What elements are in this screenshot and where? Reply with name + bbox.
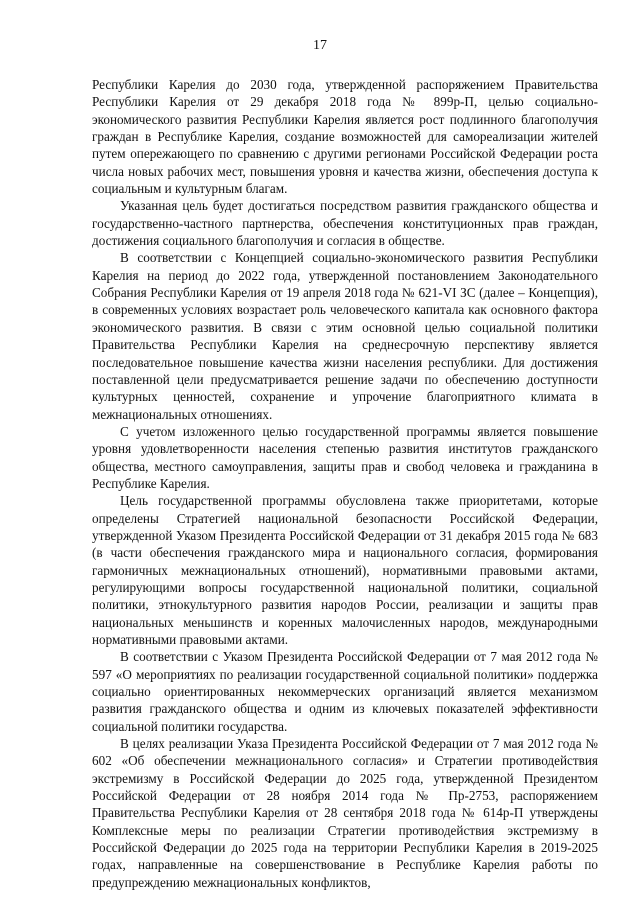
- paragraph-1: Республики Карелия до 2030 года, утвержденной распоряжением Правительства Республики Карелия от 29 декабря 2018 года № 899р-П, целью социально-экономического развития Республики Карелия является рост подлинного благополучия граждан в Республике Карелия, создание возможностей для самореализации жителей путем опережающего по сравнению с другими регионами Российской Федерации роста числа новых рабочих мест, повышения уровня и качества жизни, обеспечения доступа к социальным и культурным благам.: [92, 77, 598, 197]
- document-body: [92, 76, 598, 891]
- page-number: 17: [313, 38, 327, 53]
- paragraph-2: Указанная цель будет достигаться посредством развития гражданского общества и государственно-частного партнерства, обеспечения конституционных прав граждан, достижения социального благополучия и согласия в обществе.: [92, 198, 598, 249]
- paragraph-6: В соответствии с Указом Президента Российской Федерации от 7 мая 2012 года № 597 «О мероприятиях по реализации государственной социальной политики» поддержка социально ориентированных некоммерческих организаций является механизмом развития гражданского общества и одним из ключевых показателей эффективности социальной политики государства.: [92, 649, 598, 734]
- paragraph-3: В соответствии с Концепцией социально-экономического развития Республики Карелия на период до 2022 года, утвержденной постановлением Законодательного Собрания Республики Карелия от 19 апреля 2018 года № 621-VI ЗС (далее – Концепция), в современных условиях возрастает роль человеческого капитала как основного фактора экономического развития. В связи с этим основной целью социальной политики Правительства Республики Карелия на среднесрочную перспективу является последовательное повышение качества жизни населения республики. Для достижения поставленной цели предусматривается решение задачи по обеспечению доступности культурных ценностей, сохранение и упрочение благоприятного климата в межнациональных отношениях.: [92, 250, 598, 422]
- paragraph-5: Цель государственной программы обусловлена также приоритетами, которые определены Стратегией национальной безопасности Российской Федерации, утвержденной Указом Президента Российской Федерации от 31 декабря 2015 года № 683 (в части обеспечения гражданского мира и национального согласия, формирования гармоничных межнациональных отношений), нормативными правовыми актами, регулирующими вопросы государственной национальной политики, социальной политики, этнокультурного развития народов России, реализации и защиты прав национальных меньшинств и коренных малочисленных народов, международными нормативными правовыми актами.: [92, 493, 598, 647]
- paragraph-7: В целях реализации Указа Президента Российской Федерации от 7 мая 2012 года № 602 «Об обеспечении межнационального согласия» и Стратегии противодействия экстремизму в Российской Федерации до 2025 года, утвержденной Президентом Российской Федерации от 28 ноября 2014 года № Пр-2753, распоряжением Правительства Республики Карелия от 28 сентября 2018 года № 614р-П утверждены Комплексные меры по реализации Стратегии противодействия экстремизму в Российской Федерации до 2025 года на территории Республики Карелия в 2019-2025 годах, направленные на совершенствование в Республике Карелия работы по предупреждению межнациональных конфликтов,: [92, 736, 598, 890]
- paragraph-4: С учетом изложенного целью государственной программы является повышение уровня удовлетворенности населения степенью развития институтов гражданского общества, местного самоуправления, защиты прав и свобод человека и гражданина в Республике Карелия.: [92, 423, 598, 491]
